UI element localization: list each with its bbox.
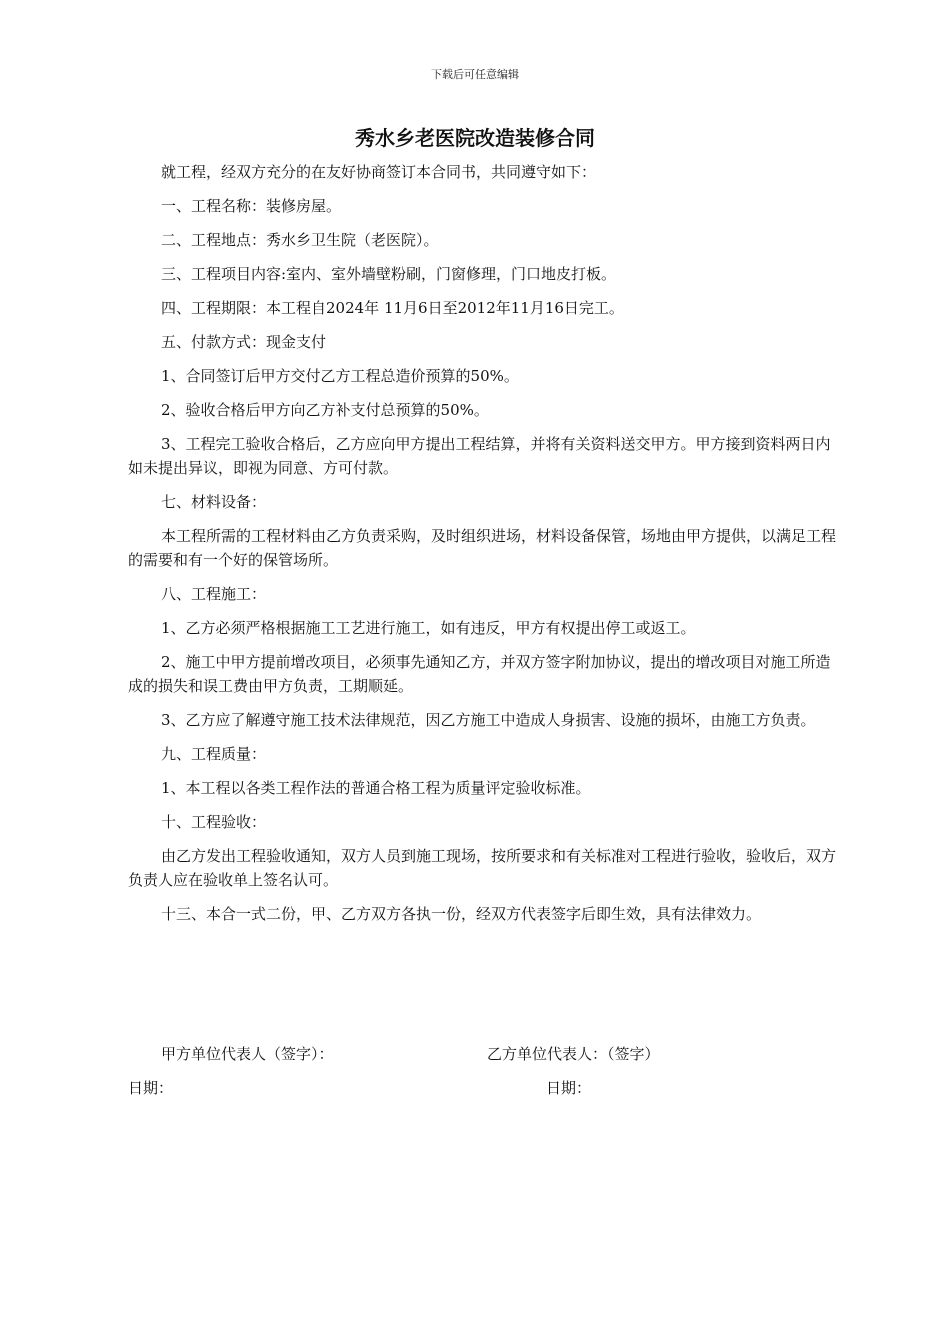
party-a-date-label: 日期： [128,1079,174,1097]
paragraph-copies: 十三、本合一式二份，甲、乙方双方各执一份，经双方代表签字后即生效，具有法律效力。 [161,905,762,923]
paragraph-project-period: 四、工程期限：本工程自2024年 11月6日至2012年11月16日完工。 [161,299,624,317]
party-a-signature-label: 甲方单位代表人（签字）： [161,1045,334,1063]
paragraph-payment-1: 1、合同签订后甲方交付乙方工程总造价预算的50%。 [161,367,519,385]
paragraph-project-scope: 三、工程项目内容:室内、室外墙壁粉刷，门窗修理，门口地皮打板。 [161,265,617,283]
document-body [128,160,838,936]
paragraph-quality-1: 1、本工程以各类工程作法的普通合格工程为质量评定验收标准。 [161,779,591,797]
paragraph-project-name: 一、工程名称：装修房屋。 [161,197,342,215]
paragraph-project-location: 二、工程地点：秀水乡卫生院（老医院）。 [161,231,439,249]
party-b-date-label: 日期： [546,1079,592,1097]
paragraph-acceptance-heading: 十、工程验收： [161,813,267,831]
party-b-signature-label: 乙方单位代表人：（签字） [487,1045,660,1063]
paragraph-payment-method: 五、付款方式：现金支付 [161,333,327,351]
paragraph-materials-body: 本工程所需的工程材料由乙方负责采购，及时组织进场，材料设备保管，场地由甲方提供，以满足工程的需要和有一个好的保管场所。 [128,527,837,569]
paragraph-materials-heading: 七、材料设备： [161,493,267,511]
paragraph-payment-2: 2、验收合格后甲方向乙方补支付总预算的50%。 [161,401,489,419]
paragraph-acceptance-body: 由乙方发出工程验收通知，双方人员到施工现场，按所要求和有关标准对工程进行验收，验收后，双方负责人应在验收单上签名认可。 [128,847,837,889]
header-note: 下载后可任意编辑 [431,68,519,81]
paragraph-quality-heading: 九、工程质量： [161,745,267,763]
paragraph-construction-3: 3、乙方应了解遵守施工技术法律规范，因乙方施工中造成人身损害、设施的损坏，由施工方负责。 [161,711,816,729]
paragraph-construction-1: 1、乙方必须严格根据施工工艺进行施工，如有违反，甲方有权提出停工或返工。 [161,619,696,637]
paragraph-construction-2: 2、施工中甲方提前增改项目，必须事先通知乙方，并双方签字附加协议，提出的增改项目对施工所造成的损失和误工费由甲方负责，工期顺延。 [128,653,831,695]
paragraph-payment-3: 3、工程完工验收合格后，乙方应向甲方提出工程结算，并将有关资料送交甲方。甲方接到资料两日内如未提出异议，即视为同意、方可付款。 [128,435,831,477]
paragraph-construction-heading: 八、工程施工： [161,585,267,603]
document-title: 秀水乡老医院改造装修合同 [355,126,595,150]
paragraph-intro: 就工程，经双方充分的在友好协商签订本合同书，共同遵守如下： [161,163,597,181]
